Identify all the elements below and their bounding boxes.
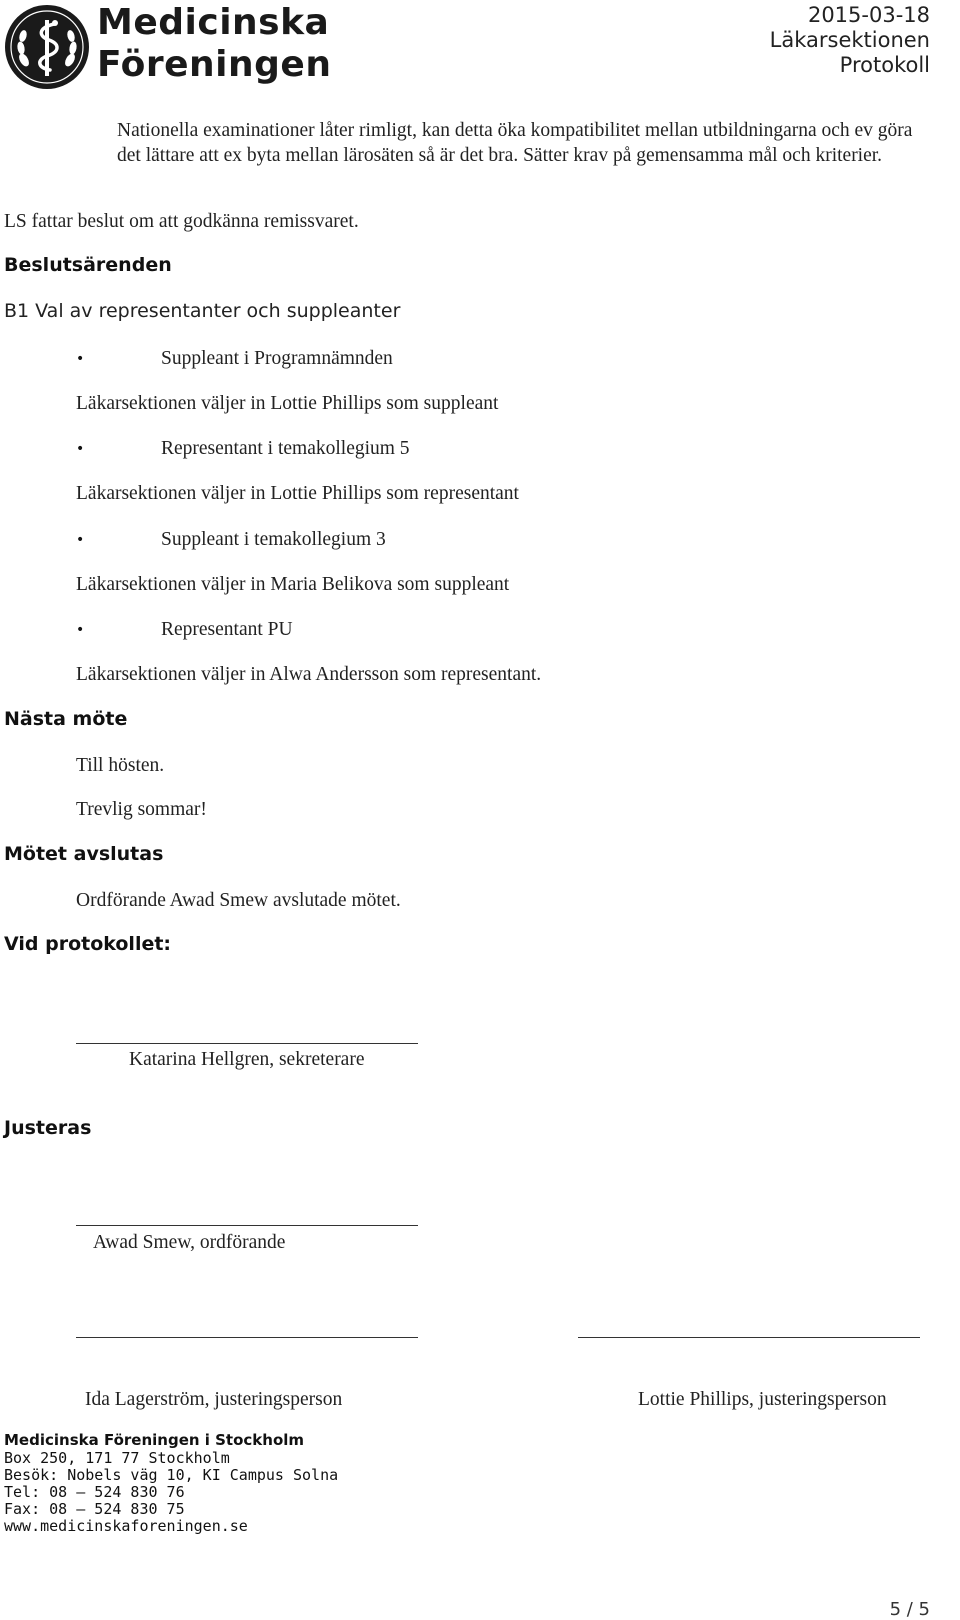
staff-of-asclepius-wreath-icon [4,4,90,90]
bullet-label: Suppleant i Programnämnden [161,348,393,369]
header-doc-type: Protokoll [839,53,930,77]
avslutas-text: Ordförande Awad Smew avslutade mötet. [76,890,401,911]
signer-secretary: Katarina Hellgren, sekreterare [129,1049,365,1070]
decision-text: Läkarsektionen väljer in Maria Belikova som suppleant [76,574,510,595]
header-date: 2015-03-18 [807,3,930,27]
decision-text: Läkarsektionen väljer in Lottie Phillips som suppleant [76,393,499,414]
decision-text: Läkarsektionen väljer in Lottie Phillips som representant [76,483,519,504]
nasta-line1: Till hösten. [76,755,165,776]
signature-line-chair [76,1225,418,1226]
decision-text: Läkarsektionen väljer in Alwa Andersson som representant. [76,664,542,685]
intro-decision: LS fattar beslut om att godkänna remissvaret. [4,211,359,232]
footer-address: Box 250, 171 77 Stockholm [4,1449,230,1467]
bullet-label: Representant i temakollegium 5 [161,438,410,459]
intro-paragraph: Nationella examinationer låter rimligt, kan detta öka kompatibilitet mellan utbildningarna och ev göra det lättare att ex byta mellan lärosäten så är det bra. Sätter krav på gemensamma mål och kriterier. [117,120,913,166]
nasta-line2: Trevlig sommar! [76,799,207,820]
footer-fax: Fax: 08 – 524 830 75 [4,1500,185,1518]
subheading-b1: B1 Val av representanter och suppleanter [4,300,401,322]
footer-tel: Tel: 08 – 524 830 76 [4,1483,185,1501]
bullet-label: Suppleant i temakollegium 3 [161,529,386,550]
bullet-icon: • [76,441,85,457]
section-heading-beslut: Beslutsärenden [4,254,172,276]
footer-web-link[interactable]: www.medicinskaforeningen.se [4,1517,248,1535]
header-section: Läkarsektionen [769,28,930,52]
logo-text-line2: Föreningen [97,44,332,85]
signature-line-secretary [76,1043,418,1044]
signer-adjuster-left: Ida Lagerström, justeringsperson [85,1389,343,1410]
section-heading-justeras: Justeras [4,1117,92,1139]
page-number: 5 / 5 [889,1599,930,1620]
bullet-icon: • [76,351,85,367]
section-heading-protokoll: Vid protokollet: [4,933,172,955]
signature-line-adjuster-left [76,1337,418,1338]
footer-org: Medicinska Föreningen i Stockholm [4,1431,305,1449]
signer-adjuster-right: Lottie Phillips, justeringsperson [638,1389,887,1410]
footer-visit: Besök: Nobels väg 10, KI Campus Solna [4,1466,339,1484]
signature-line-adjuster-right [578,1337,920,1338]
bullet-icon: • [76,622,85,638]
section-heading-nasta: Nästa möte [4,708,128,730]
signer-chair: Awad Smew, ordförande [93,1232,286,1253]
logo-text-line1: Medicinska [97,2,330,43]
section-heading-avslutas: Mötet avslutas [4,843,164,865]
bullet-label: Representant PU [161,619,293,640]
bullet-icon: • [76,532,85,548]
